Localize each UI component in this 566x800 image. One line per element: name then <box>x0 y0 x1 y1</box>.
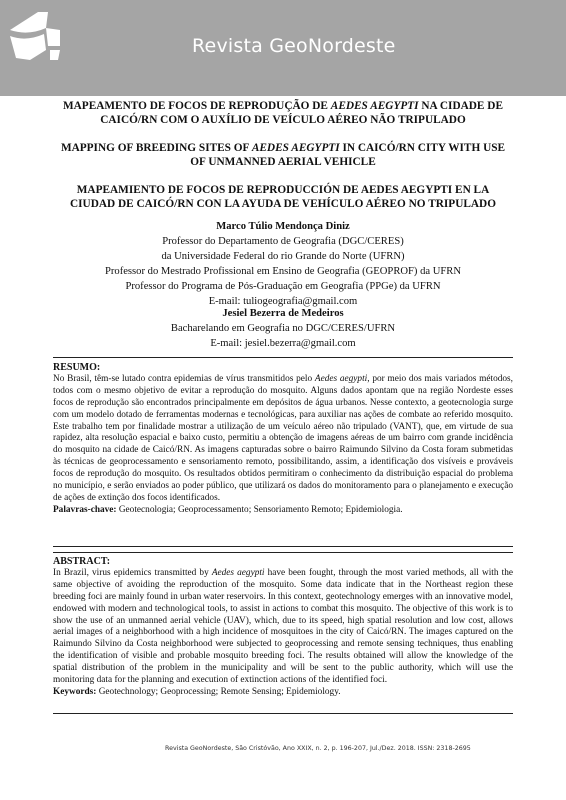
abstract-section <box>53 556 513 699</box>
title-english: MAPPING OF BREEDING SITES OF AEDES AEGYPTI IN CAICÓ/RN CITY WITH USE OF UNMANNED AERIAL VEHICLE <box>60 142 506 168</box>
title-portuguese: MAPEAMENTO DE FOCOS DE REPRODUÇÃO DE AEDES AEGYPTI NA CIDADE DE CAICÓ/RN COM O AUXÍLIO DE VEÍCULO AÉREO NÃO TRIPULADO <box>62 100 503 126</box>
abstract-text: In Brazil, virus epidemics transmitted by Aedes aegypti have been fought, through the most varied methods, all with the same objective of avoiding the reproduction of the mosquito. Some data indicate that in the Northeast region these breeding foci are mainly found in urban water reservoirs. In this context, geotechnology emerges with an innovative model, endowed with modern and technological tools, to assist in actions to combat this mosquito. The objective of this work is to show the use of an unmanned aerial vehicle (UAV), which, due to its speed, high spatial resolution and low cost, allows aerial images of a neighborhood with a high incidence of mosquitoes in the city of Caicó/RN. The images captured on the Raimundo Silvino da Costa neighborhood were subjected to geoprocessing and remote sensing techniques, thus enabling the identification of visible and probable mosquito breeding foci. The results obtained will allow the knowledge of the spatial distribution of the problem in the municipality and will be sent to the public authority, which will use the monitoring data for the planning and execution of extinction actions of the identified foci. <box>53 567 513 686</box>
author-name: Marco Túlio Mendonça Diniz <box>216 221 350 232</box>
resumo-heading: RESUMO: <box>53 362 101 373</box>
divider <box>53 546 513 547</box>
journal-title: Revista GeoNordeste <box>192 35 396 57</box>
author-affiliation: Professor do Programa de Pós-Graduação em Geografia (PPGe) da UFRN <box>125 281 441 292</box>
resumo-section <box>53 362 513 517</box>
author-1 <box>60 219 506 309</box>
abstract-keywords: Keywords: Geotechnology; Geoprocessing; Remote Sensing; Epidemiology. <box>53 686 341 697</box>
page-footer-citation: Revista GeoNordeste, São Cristóvão, Ano XXIX, n. 2, p. 196-207, Jul./Dez. 2018. ISSN: 2318-2695 <box>165 745 471 752</box>
author-name: Jesiel Bezerra de Medeiros <box>222 308 344 319</box>
author-affiliation: Professor do Departamento de Geografia (DGC/CERES) <box>162 236 404 247</box>
title-block <box>55 99 511 225</box>
author-affiliation: Professor do Mestrado Profissional em Ensino de Geografia (GEOPROF) da UFRN <box>104 266 462 277</box>
author-affiliation: da Universidade Federal do rio Grande do Norte (UFRN) <box>161 251 405 262</box>
journal-logo-icon <box>6 6 64 64</box>
divider <box>53 357 513 358</box>
resumo-keywords: Palavras-chave: Geotecnologia; Geoprocessamento; Sensoriamento Remoto; Epidemiologia. <box>53 504 403 515</box>
title-spanish: MAPEAMIENTO DE FOCOS DE REPRODUCCIÓN DE AEDES AEGYPTI EN LA CIUDAD DE CAICÓ/RN CON LA AYUDA DE VEHÍCULO AÉREO NO TRIPULADO <box>70 184 496 210</box>
journal-banner <box>0 0 566 96</box>
author-2 <box>60 306 506 351</box>
resumo-text: No Brasil, têm-se lutado contra epidemias de vírus transmitidos pelo Aedes aegypti, por meio dos mais variados métodos, todos com o mesmo objetivo de evitar a reprodução do mosquito. Alguns dados apontam que na região Nordeste esses focos de reprodução são encontrados principalmente em depósitos de água urbanos. Nesse contexto, a geotecnologia surge com um modelo dotado de ferramentas modernas e tecnológicas, para auxiliar nas ações de combate ao referido mosquito. Este trabalho tem por finalidade mostrar a utilização de um veículo aéreo não tripulado (VANT), que, em virtude de sua rapidez, alta resolução espacial e baixo custo, permitiu a obtenção de imagens aéreas de um bairro com grande incidência do mosquito na cidade de Caicó/RN. As imagens capturadas sobre o bairro Raimundo Silvino da Costa foram submetidas às técnicas de geoprocessamento e sensoriamento remoto, possibilitando, assim, a identificação dos visíveis e prováveis focos de reprodução do mosquito. Os resultados obtidos permitiram o conhecimento da distribuição espacial do problema no município, e serão enviados ao poder público, que utilizará os dados do monitoramento para o planejamento e execução de ações de extinção dos focos identificados. <box>53 373 513 503</box>
author-email: E-mail: jesiel.bezerra@gmail.com <box>210 338 356 349</box>
divider <box>53 713 513 714</box>
author-affiliation: Bacharelando em Geografia no DGC/CERES/UFRN <box>170 323 396 334</box>
divider <box>53 552 513 553</box>
abstract-heading: ABSTRACT: <box>53 556 111 567</box>
author-email: E-mail: tuliogeografia@gmail.com <box>208 296 358 307</box>
